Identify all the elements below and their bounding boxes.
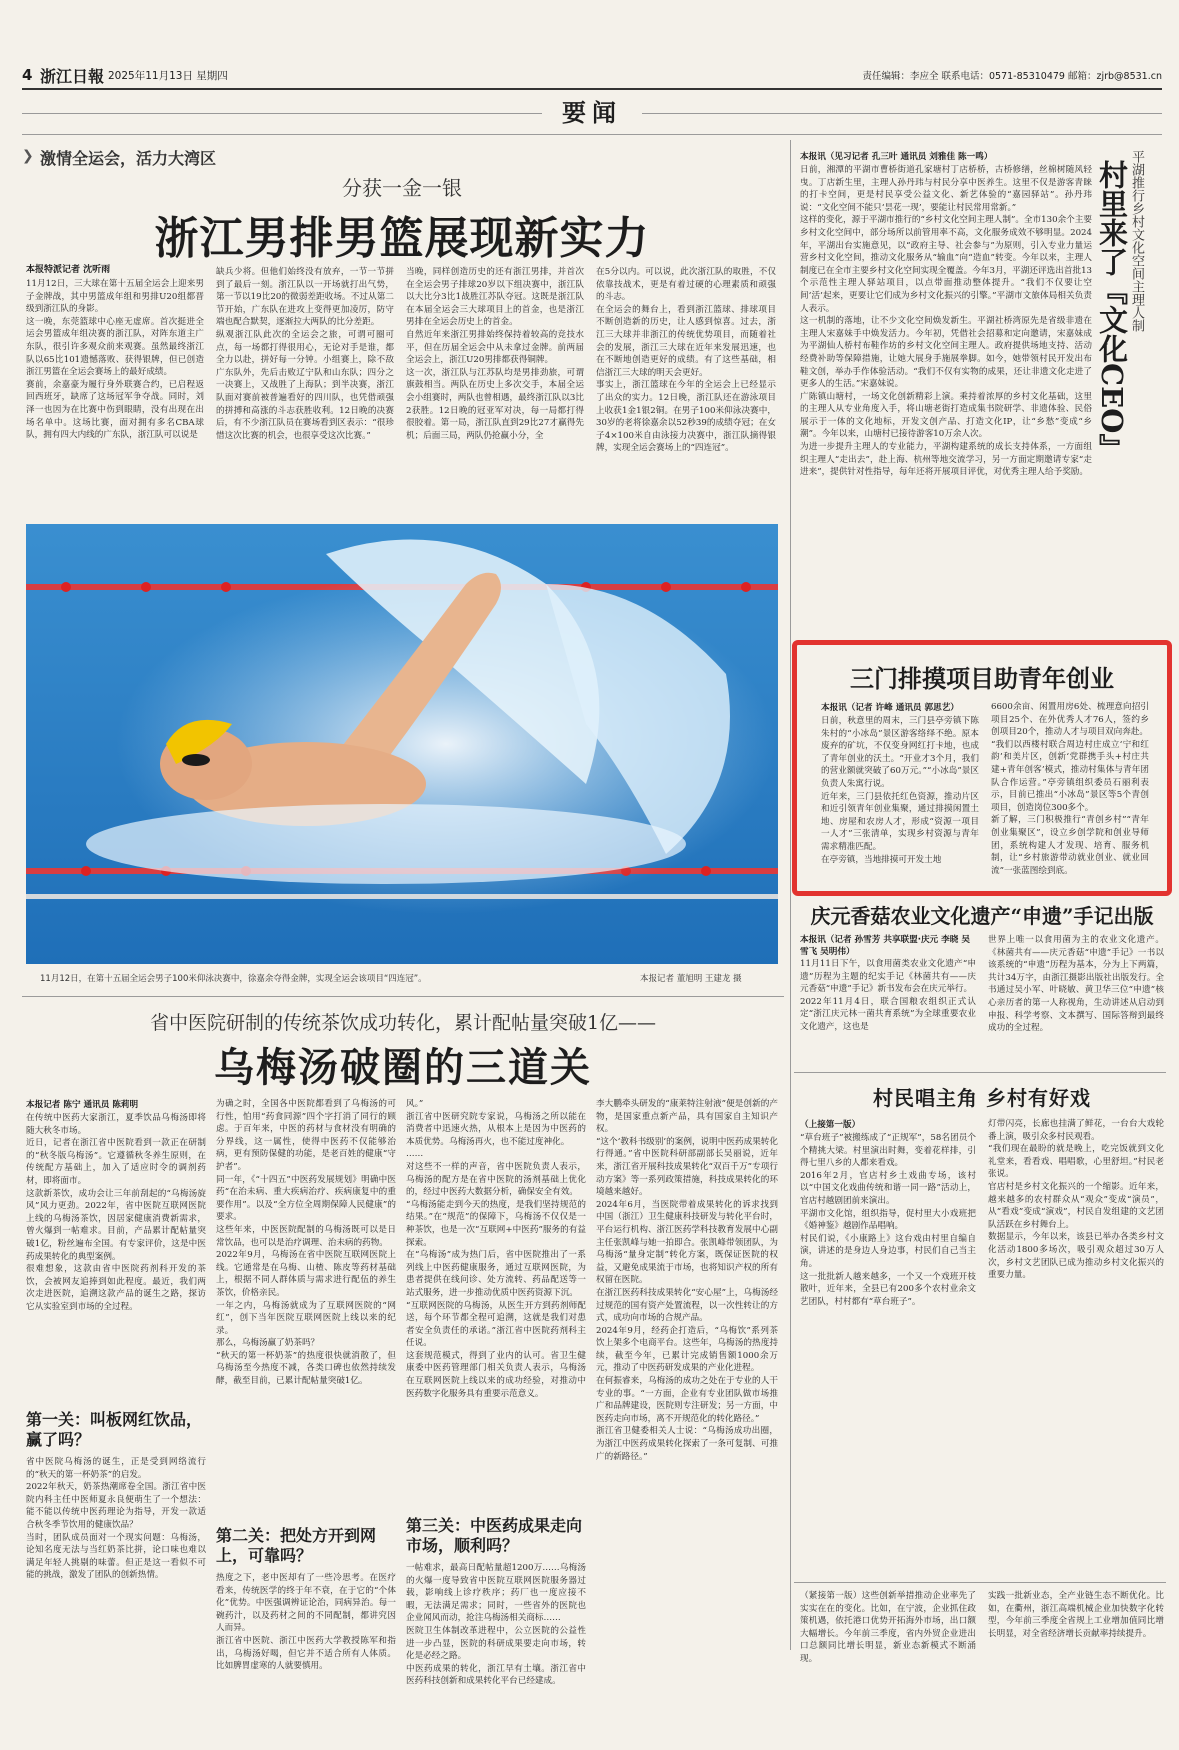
footer-col-2: 实践一批新业态，全产业链生态不断优化。比如，在衢州，浙江高端机械企业加快数字化转型，今年前三季度全省规上工业增加值同比增长明显，对全省经济增长贡献率持续提升。 [988, 1591, 1164, 1639]
ceo-vertical-headline: 村里来了『文化CEO』 [1095, 160, 1129, 463]
ceo-byline: 本报讯（见习记者 孔三叶 通讯员 刘雅佳 陈一鸣） [800, 152, 993, 162]
tcm-col-3b: 一帖难求，最高日配帖量超1200万……乌梅汤的火爆一度导致省中医院互联网医院服务器过载，影响线上诊疗秩序；药厂也一度应接不暇，无法满足需求；同时，一些省外的医院也企业闻风而动，抢注乌梅汤相关商标…… 医院卫生体制改革进程中，公立医院的公益性进一步凸显，医院的科研成果要走向市场，转化是必经之路。 中医药成果的转化，浙江早有土壤。浙江省中医药科技创新和成果转化平台已经建成。 [406, 1563, 586, 1687]
tcm-byline: 本报记者 陈宁 通讯员 陈莉明 [26, 1100, 139, 1110]
tcm-col-4: 李大鹏牵头研发的“康莱特注射液”便是创新的产物，是国家重点新产品，具有国家自主知识产权。 “这个‘教科书级别’的案例，说明中医药成果转化行得通。”省中医院科研部副部长吴丽说，近年来，浙江省开展科技成果转化“双百千万”专项行动方案》等一系列政策措施，科技成果转化的环境越来越好。 2024年6月，当医院带着成果转化的诉求找到中国（浙江）卫生健康科技研发与转化平台时，平台运行机构、浙江医药学科技教育发展中心副主任张凯峰与她一拍即合。张凯峰带领团队，为乌梅汤“量身定制”转化方案，既保证医院的权益，又避免成果流于市场，也将知识产权的所有权留在医院。 在浙江医药科技成果转化“安心屋”上，乌梅汤经过规范的国有资产处置流程，以一次性转让的方式，成功向市场的合规产品。 2024年9月，经药企打造后，“乌梅饮”系列茶饮上架多个电商平台。这些年，乌梅汤的热度持续，截至今年，已累计完成销售额1000余万元，推动了中医药研发成果的产业化进程。 在何振睿来，乌梅汤的成功之处在于专业的人干专业的事。“一方面，企业有专业团队做市场推广和品牌建设，医院则专注研发；另一方面，中医药走向市场，离不开规范化的转化路径。” 浙江省卫健委相关人士说：“乌梅汤成功出圈，为浙江中医药成果转化探索了一条可复制、可推广的新路径。” [596, 1099, 778, 1462]
page-number: 4 [22, 66, 33, 84]
sanmen-byline: 本报讯（记者 许峰 通讯员 郭思艺） [821, 703, 959, 713]
section-title: 要闻 [542, 96, 642, 130]
mushroom-rule [794, 1072, 1166, 1073]
sports-headline: 浙江男排男篮展现新实力 [154, 213, 650, 264]
editor-info: 责任编辑：李应全 联系电话：0571-85310479 邮箱：zjrb@8531.cn [862, 71, 1162, 82]
section-rule [22, 134, 1162, 135]
masthead [22, 64, 1162, 88]
section-band [22, 96, 1162, 130]
masthead-rule [22, 88, 1162, 90]
sports-kicker: 激情全运会，活力大湾区 [40, 149, 217, 168]
tcm-headline: 乌梅汤破圈的三道关 [214, 1044, 592, 1091]
tcm-heading-3: 第三关：中医药成果走向市场，顺利吗？ [406, 1516, 583, 1555]
chevron-right-icon: ❯ [22, 148, 34, 164]
mushroom-headline: 庆元香菇农业文化遗产“申遗”手记出版 [810, 904, 1154, 928]
issue-date: 2025年11月13日 星期四 [108, 70, 228, 82]
tcm-subtitle: 省中医院研制的传统茶饮成功转化，累计配帖量突破1亿—— [149, 1012, 657, 1034]
village-rule [794, 1582, 1166, 1583]
village-col-1: “草台班子”被搬练成了“正规军”，58名团员个个精挑大梁。村里演出时舞，变着花样排，引得七里八乡的人都来看戏。 2016年2月，官店村乡土戏曲专场，该村以“中国文化戏曲传统和谐一同一路”活动上，官店村越剧团前来演出。 平湖市文化馆，组织指导，促村里大小戏班把《婚神鉴》越剧作品唱响。 村民们说，《小康路上》这台戏由村里自编自演，讲述的是身边人身边事，村民们自己当主角。 这一批批新人越来越多，一个又一个戏班开枝散叶，近年来，全县已有200多个农村业余文艺团队，村村都有“草台班子”。 [800, 1133, 976, 1307]
village-col-2: 灯带闪亮，长廊也挂满了鲜花，一台台大戏轮番上演，吸引众多村民观看。 “我们现在最盼的就是晚上，吃完饭就到文化礼堂来，看看戏、唱唱歌，心里舒坦。”村民老张说。 官店村是乡村文化振兴的一个缩影。近年来，越来越多的农村群众从“观众”变成“演员”，从“看戏”变成“演戏”，村民自发组建的文艺团队活跃在乡村舞台上。 数据显示，今年以来，该县已举办各类乡村文化活动1800多场次，吸引观众超过30万人次，乡村文艺团队已成为推动乡村文化振兴的重要力量。 [988, 1119, 1164, 1281]
village-byline: （上接第一版） [800, 1120, 861, 1130]
sports-kicker-row [22, 146, 782, 170]
tcm-col-1: 在传统中医药大家浙江，夏季饮品乌梅汤即将随大秋冬市场。 近日，记者在浙江省中医院看到一款正在研制的“秋冬版乌梅汤”。它遵循秋冬养生原则，在传统配方基础上，加入了适应时令的调剂药材，即将面市。 这款新茶饮，成功会让三年前刮起的“乌梅汤旋风”风力更劲。2022年，省中医院互联网医院上线的乌梅汤茶饮，因居家健康消费新需求，曾火爆到一帖难求。目前，产品累计配帖量突破1亿，粉丝遍布全国。有专家评价，这是中医药成果转化的典型案例。 很难想象，这款由省中医院药剂科开发的茶饮，会被网友追捧到如此程度。最近，我们两次走进医院，追溯这款产品的诞生之路，探访它从实验室到市场的全过程。 [26, 1113, 206, 1312]
tcm-heading-1: 第一关：叫板网红饮品，赢了吗？ [26, 1410, 203, 1449]
tcm-col-3: 风。” 浙江省中医研究院专家说，乌梅汤之所以能在消费者中迅速火热，从根本上是因为中医药的本质优势。乌梅汤再火，也不能过度神化。 …… 对这些不一样的声音，省中医院负责人表示，乌梅汤的配方是在省中医院的汤剂基础上优化的，经过中医药大数据分析，确保安全有效。 “乌梅汤能走到今天的热度，是我们坚持规范的结果。”在“规范”的保障下，乌梅汤不仅仅是一种茶饮，也是一次“互联网+中医药”服务的有益探索。 在“乌梅汤”成为热门后，省中医院推出了一系列线上中医药健康服务，通过互联网医院，为患者提供在线问诊、处方流转、药品配送等一站式服务，进一步推动优质中医药资源下沉。 “互联网医院的乌梅汤，从医生开方到药剂师配送，每个环节都全程可追溯，这就是我们对患者安全负责任的承诺。”浙江省中医院药剂科主任说。 这套规范模式，得到了业内的认可。省卫生健康委中医药管理部门相关负责人表示，乌梅汤在互联网医院上线以来的成功经验，对推动中医药数字化服务具有重要示范意义。 [406, 1099, 586, 1399]
sports-col-2: 缺兵少将。但他们始终没有放弃，一节一节拼到了最后一刻。浙江队以一开场就打出气势，第一节以19比20的微弱差距收场。不过从第二节开始，广东队在进攻上变得更加凌厉，防守端也配合默契，逐渐拉大两队的比分差距。 纵观浙江队此次的全运会之旅，可谓可圈可点，每一场都打得很用心，无论对手是谁，都全力以赴，拼好每一分钟。小组赛上，除不敌广东队外，先后击败辽宁队和山东队；四分之一决赛上，又战胜了上海队；到半决赛，浙江队面对赛前被普遍看好的四川队，也凭借顽强的拼搏和高涨的斗志获胜收利。12日晚的决赛后，有不少浙江队员在赛场看到区表示：“很珍惜这次比赛的机会，也很享受这次比赛。” [216, 267, 394, 441]
mushroom-col-1: 11月11日下午，以食用菌类农业文化遗产“申遗”历程为主题的纪实手记《林菌共有——庆元香菇“申遗”手记》新书发布会在庆元举行。 2022年11月4日，联合国粮农组织正式认定“浙江庆元林一菌共育系统”为全球重要农业文化遗产，这也是 [800, 959, 976, 1032]
swimming-photo [26, 524, 778, 964]
tcm-col-1b: 省中医院乌梅汤的诞生，正是受到网络流行的“秋天的第一杯奶茶”的启发。 2022年秋天，奶茶热潮席卷全国。浙江省中医院内科主任中医师夏永良便萌生了一个想法：能不能以传统中医药理论为指导，开发一款适合秋冬季节饮用的健康饮品？ 当时，团队成员面对一个现实问题：乌梅汤，论知名度无法与当红奶茶比拼，论口味也难以满足年轻人挑剔的味蕾。但正是这一看似不可能的挑战，激发了团队的创新热情。 [26, 1457, 206, 1581]
swimmer-illustration [26, 524, 778, 964]
highlight-box[interactable] [792, 640, 1172, 896]
ceo-body: 日前，湘潭的平湖市曹桥街道孔家塘村丁店桥桥，古桥修缮，丝棉树随风轻曳。丁店新生里，主理人孙丹玮与村民分享中医养生。这里不仅是游客青睐的打卡空间，更是村民享受公益文化、新艺体验的“嘉园驿站”。孙丹玮说：“文化空间不能只‘昙花一现’，要能让村民常用常新。” 这样的变化，源于平湖市推行的“乡村文化空间主理人制”。全市130余个主要乡村文化空间中，部分场所以前管用率不高，文化服务成效不够明显。2024年，平湖出台实施意见，以“政府主导、社会参与”为原则，引入专业力量运营乡村文化空间，推动文化服务从“输血”向“造血”转变。今年以来，主理人制度已在全市主要乡村文化空间实现全覆盖。今年3月，平湖还评选出首批13个示范性主理人驿站项目，以点带面推动整体提升。“我们不仅要让空间‘活’起来，更要让它们成为乡村文化振兴的引擎。”平湖市文旅体局相关负责人表示。 这一机制的落地，让不少文化空间焕发新生。平湖社桥湾原先是省级非遗在主理人宋嘉妹手中焕发活力。今年初，凭借社会招募和定向邀请，宋嘉妹成为平湖仙人桥村布鞋作坊的乡村文化空间主理人。政府提供场地支持、活动经费补助等保障措施，让她大展身手施展拳脚。如今，她带领村民开发出布鞋文创，举办手作体验活动。“我们不仅有实物的成果，还让非遗文化走进了更多人的生活。”宋嘉妹说。 广陈镇山塘村，一场文化创新精彩上演。乘持着浓厚的乡村文化基础，这里的主理人从专业角度入手，将山塘老街打造成集书院研学、非遗体验、民俗展示于一体的文化地标，开发文创产品、打造文化IP，让“乡愁”变成“乡潮”。今年以来，山塘村已接待游客10万余人次。 为进一步提升主理人的专业能力，平湖构建系统的成长支持体系，一方面组织主理人“走出去”，赴上海、杭州等地交流学习，另一方面定期邀请专家“走进来”，提供针对性指导，每年还将开展项目评优，对优秀主理人给予奖励。 [800, 165, 1092, 478]
sports-col-1: 11月12日，三大球在第十五届全运会上迎来男子金牌战，其中男篮成年组和男排U20组都晋级到浙江队的身影。 这一晚，东莞篮球中心座无虚席。首次挺进全运会男篮成年组决赛的浙江队，对阵东道主广东队，很引许多观众前来观赛。虽然最终浙江队以65比101遗憾落败、获得银牌，但已创造浙江男篮在全运会赛场上的最好成绩。 赛前，余嘉豪为履行身外联赛合约，已启程返回西班牙，缺席了这场冠军争夺战。同时，刘泽一也因为在比赛中伤到眼睛，没有出现在出场名单中。这场比赛，面对拥有多名CBA球队，拥有四大内线的广东队，浙江队可以说是 [26, 279, 204, 441]
tcm-heading-2: 第二关：把处方开到网上，可靠吗？ [216, 1526, 377, 1565]
mushroom-byline: 本报讯（记者 孙雪芳 共享联盟·庆元 李晓 吴雪飞 吴明伟） [800, 935, 970, 957]
ceo-vertical-kicker: 平湖推行乡村文化空间主理人制 [1129, 150, 1144, 332]
sports-col-4: 在5分以内。可以说，此次浙江队的取胜，不仅依靠技战术，更是有着过硬的心理素质和顽强的斗志。 在全运会的舞台上，看到浙江篮球、排球项目不断创造新的历史，让人感到惊喜。过去，浙江三大球并非浙江的传统优势项目，而随着社会的发展，浙江三大球在近年来发展迅速，也在不断地创造更好的成绩。有了这些基础，相信浙江三大球的明天会更好。 事实上，浙江篮球在今年的全运会上已经显示了出众的实力。12日晚，浙江队还在游泳项目上收获1金1银2铜。在男子100米仰泳决赛中，30岁的老将徐嘉余以52秒39的成绩夺冠；在女子4×100米自由泳接力决赛中，浙江队摘得银牌，实现全运会赛场上的“四连冠”。 [596, 267, 776, 454]
column-divider [790, 140, 791, 1650]
tcm-top-rule [22, 996, 784, 997]
sanmen-col-1: 日前，秋意里的周末，三门县亭旁镇下陈朱村的“小冰岛”景区游客络绎不绝。原本废弃的矿坑，不仅变身网红打卡地，也成了青年创业的沃土。“开业才3个月，我们的营业额就突破了60万元。”“小冰岛”景区负责人朱寓行说。 近年来，三门县依托红色资源，推动片区和近引领青年创业集聚，通过排摸闲置土地、房屋和农房人才，形成“资源一项目一人才”三张清单，实现乡村资源与青年需求精准匹配。 在亭旁镇，当地排摸可开发土地 [821, 716, 979, 865]
village-headline: 村民唱主角 乡村有好戏 [873, 1086, 1091, 1110]
sports-col-3: 当晚，同样创造历史的还有浙江男排，并首次在全运会男子排球20岁以下组决赛中，浙江队以大比分3比1战胜江苏队夺冠。这既是浙江队在本届全运会三大球项目上的首金，也是浙江男排在全运会历史上的首金。 自然近年来浙江男排始终保持着较高的竞技水平，但在历届全运会中从未拿过金牌。前两届全运会上，浙江U20男排都获得铜牌。 这一次，浙江队与江苏队均是男排劲旅，可谓旗鼓相当。两队在历史上多次交手，本届全运会小组赛时，两队也曾相遇，最终浙江队以3比2获胜。12日晚的冠亚军对决，每一局都打得很胶着。第一局，浙江队直到29比27才赢得先机；后面三局，两队仍抢赢小分，全 [406, 267, 584, 441]
photo-credit: 本报记者 董旭明 王建龙 摄 [640, 974, 742, 984]
sports-byline: 本报特派记者 沈听雨 [26, 265, 111, 275]
tcm-col-2b: 热度之下，老中医却有了一些冷思考。在医疗看来，传统医学的终于年不衰，在于它的“个体化”优势。中医强调辨证论治，同病异治。每一碗药汁，以及药材之间的不同配制，都讲究因人而异。 浙江省中医院、浙江中医药大学教授陈军和指出，乌梅汤好喝，但它并不适合所有人体质。比如脾胃虚寒的人就要慎用。 [216, 1573, 396, 1672]
sports-subtitle: 分获一金一银 [342, 176, 462, 200]
mushroom-col-2: 世界上唯一以食用菌为主的农业文化遗产。《林菌共有——庆元香菇“申遗”手记》一书以该系统的“申遗”历程为基本，分为上下两篇，共计34万字，由浙江摄影出版社出版发行。全书通过吴小军、叶晓敏、黄卫华三位“申遗”核心亲历者的第一人称视角，生动讲述从启动到申报、科学考察、文本撰写、国际答辩到最终成功的全过程。 [988, 935, 1164, 1034]
sanmen-col-2: 6600余亩、闲置用房6处、梳理意向招引项目25个、在外优秀人才76人，签约乡创项目20个，推动人才与项目双向奔赴。 “我们以西楼村联合周边村庄成立‘宁和红韵’和美片区，创新‘党群携手头+村庄共建+青年创客’模式，推动村集体与青年团队合作运营。”亭旁镇组织委员石丽利表示，目前已推出“小冰岛”景区等5个青创项目，创造岗位300多个。 新了解，三门积极推行“青创乡村”“青年创业集聚区”，设立乡创学院和创业导师团，系统构建人才发现、培育、服务机制，让“乡村旅游带动就业创业、就业回流”一张蓝图绘到底。 [991, 702, 1149, 876]
sanmen-headline: 三门排摸项目助青年创业 [850, 664, 1114, 693]
photo-caption: 11月12日，在第十五届全运会男子100米仰泳决赛中，徐嘉余夺得金牌，实现全运会该项目“四连冠”。 [40, 974, 427, 984]
footer-col-1: （紧接第一版）这些创新举措推动企业率先了实实在在的变化。比如，在宁波，企业抓住政策机遇，依托港口优势开拓海外市场，出口额大幅增长。今年前三季度，省内外贸企业进出口总额同比增长明显，新业态新模式不断涌现。 [800, 1591, 976, 1664]
tcm-col-2: 为确之时，全国各中医院都看到了乌梅汤的可行性，怕用“药食同源”四个字打消了同行的顾虑。于百年来，中医的药材与食材没有明确的分界线，这一属性，使得中医药不仅能够治病，更有预防保健的功能，是老百姓的健康“守护者”。 同一年，《“十四五”中医药发展规划》明确中医药“在治未病、重大疾病治疗、疾病康复中的重要作用”。以及“全方位全周期保障人民健康”的要求。 这些年来，中医医院配制的乌梅汤既可以是日常饮品，也可以是治疗调理、治未病的药物。 2022年9月，乌梅汤在省中医院互联网医院上线。它通常是在乌梅、山楂、陈皮等药材基础上，根据不同人群体质与需求进行配伍的养生茶饮，价格亲民。 一年之内，乌梅汤就成为了互联网医院的“网红”，创下当年医院互联网医院上线以来的纪录。 那么，乌梅汤赢了奶茶吗？ “秋天的第一杯奶茶”的热度很快就消散了，但乌梅汤至今热度不减，各类口碑也依然持续发酵，截至目前，已累计配帖量突破1亿。 [216, 1099, 396, 1387]
paper-name: 浙江日報 [40, 67, 105, 86]
